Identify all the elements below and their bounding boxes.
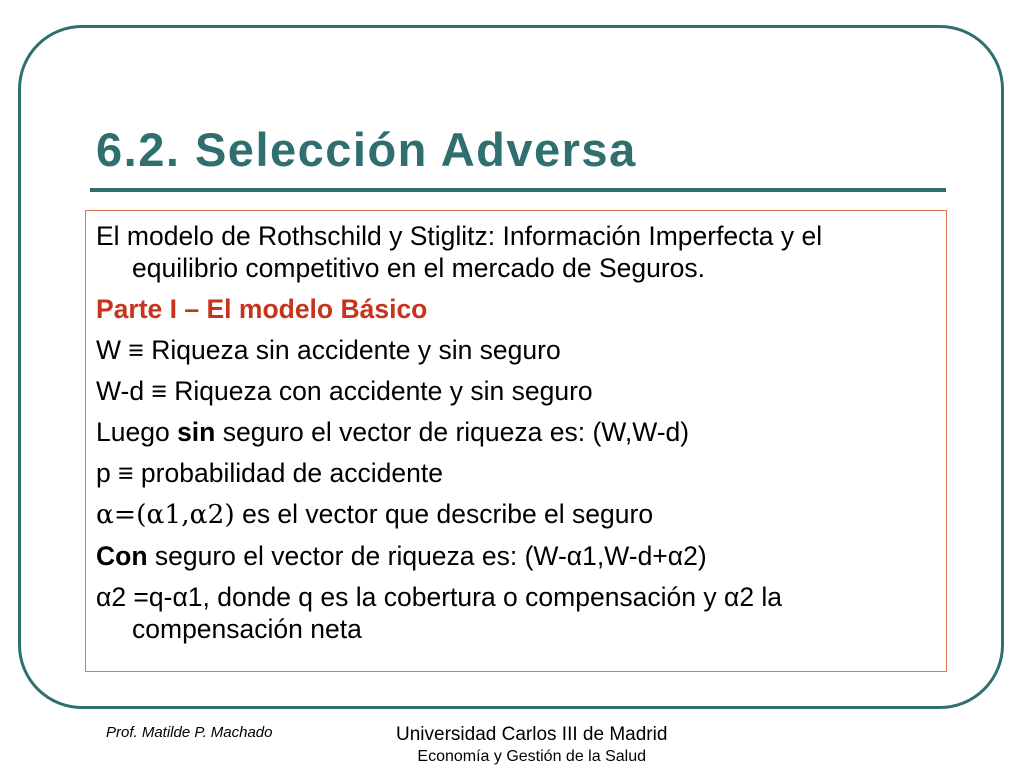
sin-emphasis: sin (177, 417, 216, 447)
w-definition: W ≡ Riqueza sin accidente y sin seguro (96, 335, 561, 365)
alpha-vector-symbol: α=(α1,α2) (96, 499, 235, 530)
wd-definition: W-d ≡ Riqueza con accidente y sin seguro (96, 376, 593, 406)
alpha2-definition: α2 =q-α1, donde q es la cobertura o compensación y α2 la compensación neta (96, 582, 783, 644)
footer-institution (396, 724, 667, 768)
p-definition: p ≡ probabilidad de accidente (96, 458, 443, 488)
con-rest: seguro el vector de riqueza es: (W-α1,W-d+α2) (147, 541, 707, 571)
part-heading: Parte I – El modelo Básico (96, 294, 428, 324)
alpha-definition (96, 498, 934, 531)
with-insurance-line (96, 540, 934, 572)
content-box (85, 210, 947, 672)
alpha-definition-rest: es el vector que describe el seguro (234, 499, 654, 529)
luego-text: Luego (96, 417, 178, 447)
con-emphasis: Con (96, 541, 148, 571)
luego-rest: seguro el vector de riqueza es: (W,W-d) (215, 417, 690, 447)
slide-title: 6.2. Selección Adversa (96, 123, 637, 176)
footer-course: Economía y Gestión de la Salud (417, 748, 646, 765)
title-underline (90, 188, 946, 192)
intro-line: El modelo de Rothschild y Stiglitz: Información Imperfecta y el equilibrio competitivo en el mercado de Seguros. (96, 221, 823, 283)
footer-university: Universidad Carlos III de Madrid (396, 724, 668, 745)
without-insurance-line (96, 416, 934, 448)
footer-author: Prof. Matilde P. Machado (106, 724, 273, 741)
